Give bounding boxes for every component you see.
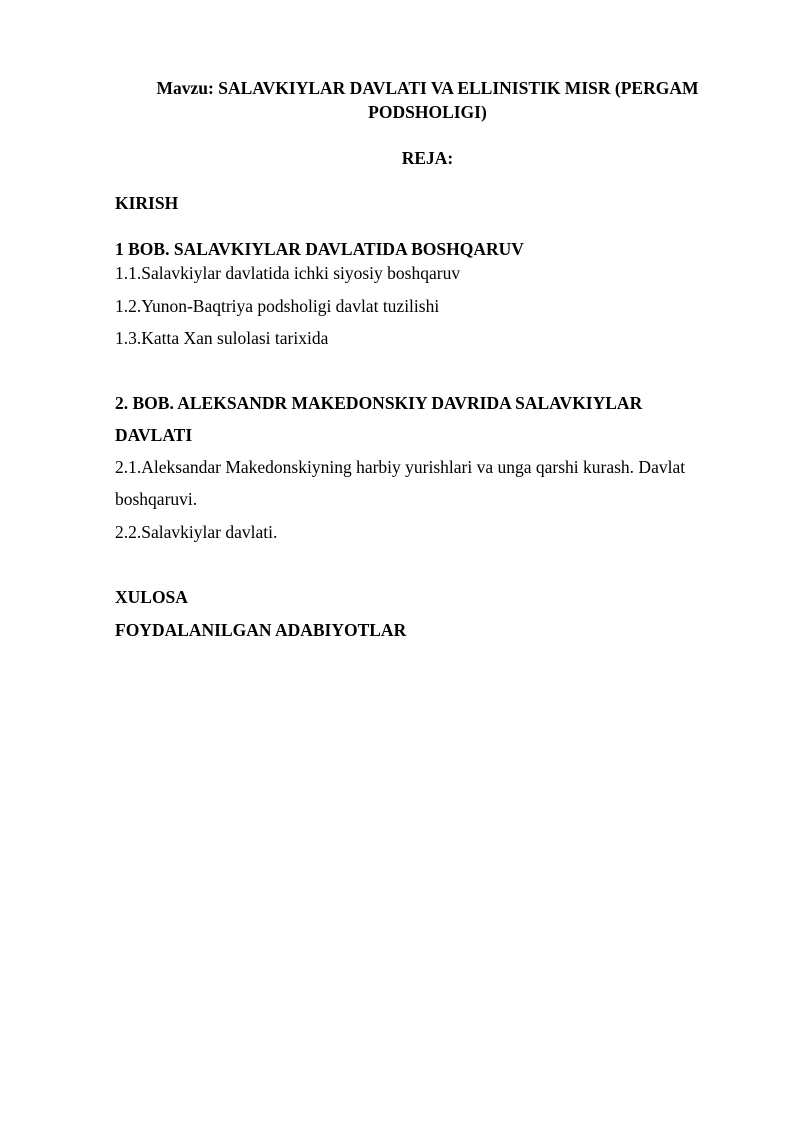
chapter-2-item-2: 2.2.Salavkiylar davlati.	[115, 522, 278, 542]
chapter-1-item-2: 1.2.Yunon-Baqtriya podsholigi davlat tuzilishi	[115, 296, 440, 316]
chapter-2-heading-line-2: DAVLATI	[115, 425, 193, 445]
document-title-line-1: Mavzu: SALAVKIYLAR DAVLATI VA ELLINISTIK MISR (PERGAM	[156, 78, 699, 98]
plan-heading: REJA:	[401, 148, 454, 168]
chapter-2-item-1-line-1: 2.1.Aleksandar Makedonskiyning harbiy yurishlari va unga qarshi kurash. Davlat	[115, 457, 686, 477]
references-heading: FOYDALANILGAN ADABIYOTLAR	[115, 620, 407, 640]
chapter-1-item-3: 1.3.Katta Xan sulolasi tarixida	[115, 328, 329, 348]
intro-heading: KIRISH	[115, 193, 179, 213]
conclusion-heading: XULOSA	[115, 587, 188, 607]
document-title-line-2: PODSHOLIGI)	[368, 102, 487, 122]
document-title	[115, 76, 740, 124]
chapter-1-item-1: 1.1.Salavkiylar davlatida ichki siyosiy boshqaruv	[115, 263, 461, 283]
chapter-2-item-1-line-2: boshqaruvi.	[115, 489, 198, 509]
chapter-1-heading: 1 BOB. SALAVKIYLAR DAVLATIDA BOSHQARUV	[115, 239, 524, 259]
chapter-2-heading-line-1: 2. BOB. ALEKSANDR MAKEDONSKIY DAVRIDA SALAVKIYLAR	[115, 393, 643, 413]
